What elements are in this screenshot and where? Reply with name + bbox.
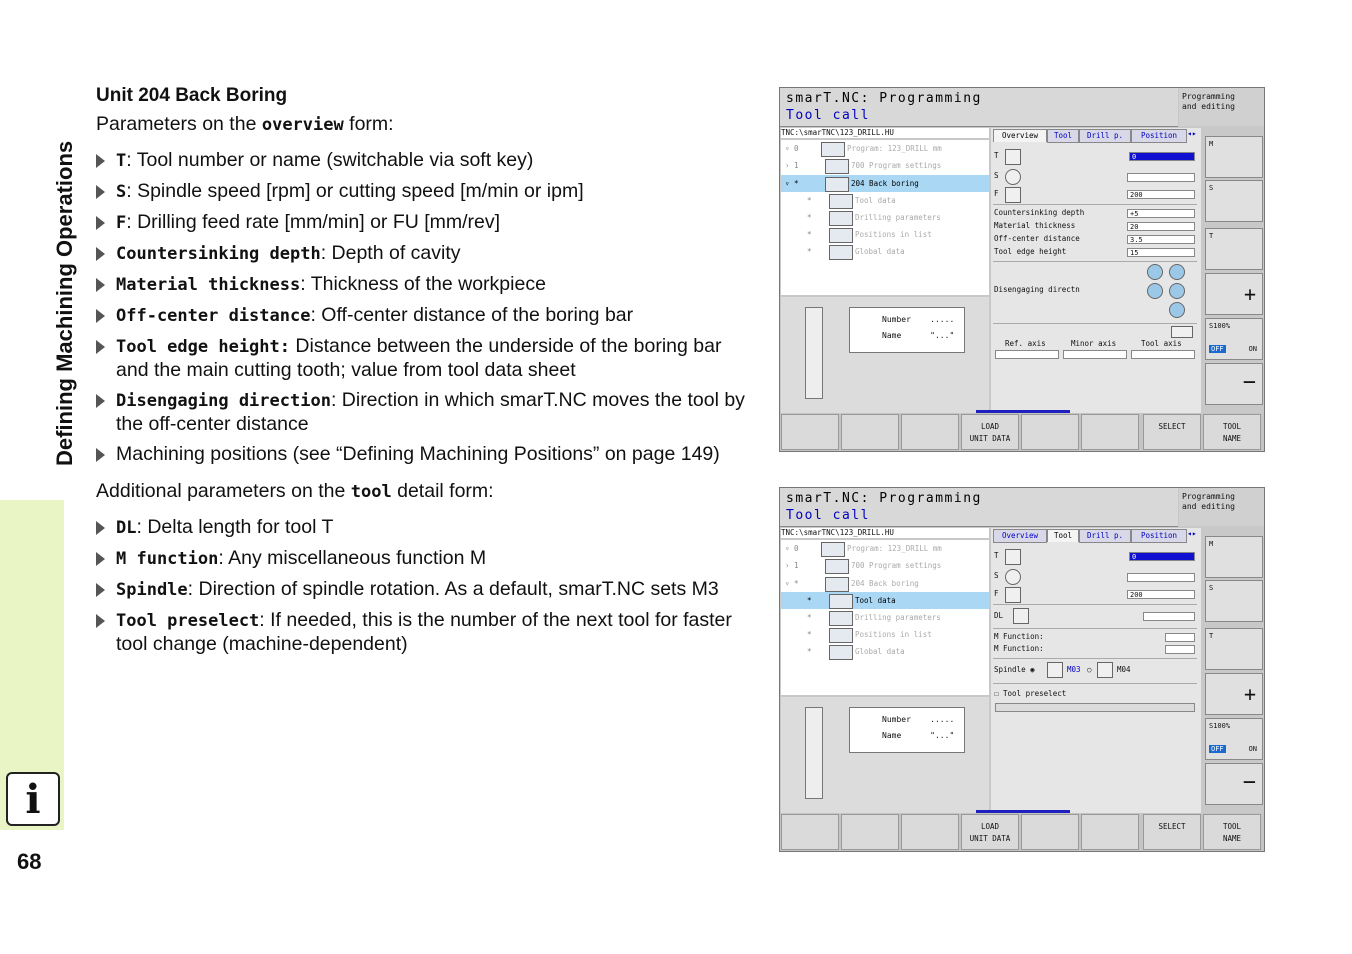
side-tab [0,0,77,954]
mode-indicator: Programming and editing [1179,88,1264,126]
feed-input[interactable]: 200 [1127,190,1195,199]
bullet-arrow-icon [96,394,105,408]
softkey-column [1202,528,1263,813]
tree-item[interactable]: * Tool data [781,192,989,209]
field-label-t: T [994,551,999,560]
tool-axis-input[interactable] [1131,350,1195,359]
bullet-item: Machining positions (see “Defining Machining Positions” on page 149) [96,443,756,466]
boring-bar-icon [805,307,823,399]
page-number: 68 [17,849,42,874]
field-label-s: S [994,171,999,180]
dl-input[interactable] [1143,612,1195,621]
parameter-form [991,128,1201,413]
axis-icon[interactable] [1171,326,1193,338]
screen-header [780,488,1178,527]
label-tool-axis: Tool axis [1141,339,1182,348]
screenshot-overview [779,87,1265,452]
tree-item[interactable]: › 1 700 Program settings [781,557,989,574]
softkey-s[interactable]: S [1205,180,1263,222]
label-m-function-1: M Function: [994,632,1044,641]
bullet-arrow-icon [96,278,105,292]
plus-icon: + [1243,682,1256,706]
label-disengaging: Disengaging directn [994,285,1080,294]
load-unit-data-button[interactable]: LOAD UNIT DATA [961,814,1019,850]
tool-name-button[interactable]: TOOL NAME [1203,814,1261,850]
softkey-empty[interactable] [1081,414,1139,450]
mode-indicator: Programming and editing [1179,488,1264,526]
tab-overview[interactable]: Overview [993,529,1047,543]
tool-icon [829,594,853,609]
tool-table-icon[interactable] [1005,549,1021,565]
bullet-item: S: Spindle speed [rpm] or cutting speed [m/min or ipm] [96,180,756,204]
bullet-item: DL: Delta length for tool T [96,516,756,540]
bullet-arrow-icon [96,552,105,566]
label-countersinking: Countersinking depth [994,208,1085,217]
softkey-override[interactable]: S100% OFF ON [1205,318,1263,360]
file-path: TNC:\smarTNC\123_DRILL.HU [781,528,989,538]
label-ref-axis: Ref. axis [1005,339,1046,348]
softkey-minus[interactable] [1205,763,1263,805]
label-minor-axis: Minor axis [1071,339,1117,348]
softkey-bar [780,813,1264,851]
softkey-empty[interactable] [1081,814,1139,850]
spindle-row: Spindle ◉ [994,665,1035,674]
drill-icon [829,611,853,626]
boring-icon [825,177,849,192]
screen-header [780,88,1178,127]
settings-icon [825,159,849,174]
tree-item[interactable]: * Global data [781,643,989,660]
feed-icon[interactable] [1005,187,1021,203]
overview-parameter-list [96,149,756,466]
settings-icon [825,559,849,574]
softkey-column [1202,128,1263,413]
text-column [96,84,756,670]
m-function-input-1[interactable] [1165,633,1195,642]
additional-text: Additional parameters on the tool detail form: [96,480,494,502]
plus-icon: + [1243,282,1256,306]
bullet-item: Spindle: Direction of spindle rotation. As a default, smarT.NC sets M3 [96,578,756,602]
screen-title: smarT.NC: Programming [786,91,982,106]
tab-scroll-arrows-icon[interactable]: ◂▸ [1187,129,1197,138]
direction-icon[interactable] [1147,264,1163,280]
tool-input[interactable]: 0 [1129,552,1195,561]
bullet-item: Disengaging direction: Direction in which smarT.NC moves the tool by the off-center distance [96,389,756,436]
program-icon [821,142,845,157]
section-heading: Unit 204 Back Boring [96,85,288,106]
field-label-s: S [994,571,999,580]
softkey-empty[interactable] [901,414,959,450]
softkey-empty[interactable] [841,414,899,450]
globe-icon [829,645,853,660]
softkey-t[interactable]: T [1205,628,1263,670]
tool-preselect-row[interactable]: ☐ Tool preselect [994,689,1067,698]
boring-icon [825,577,849,592]
bullet-item: Material thickness: Thickness of the workpiece [96,273,756,297]
program-tree[interactable] [781,140,989,295]
tree-item[interactable]: ▿ 0 Program: 123_DRILL mm [781,540,989,557]
softkey-plus[interactable] [1205,273,1263,315]
softkey-plus[interactable] [1205,673,1263,715]
tree-item[interactable]: * Drilling parameters [781,609,989,626]
m03-option[interactable]: M03 [1067,665,1081,674]
field-label-f: F [994,189,999,198]
field-label-t: T [994,151,999,160]
delta-length-icon[interactable] [1013,608,1029,624]
bullet-item: Countersinking depth: Depth of cavity [96,242,756,266]
feed-icon[interactable] [1005,587,1021,603]
load-unit-data-button[interactable]: LOAD UNIT DATA [961,414,1019,450]
bullet-item: Tool preselect: If needed, this is the number of the next tool for faster tool change (machine-dependent) [96,609,756,656]
softkey-override[interactable]: S100% OFF ON [1205,718,1263,760]
boring-bar-icon [805,707,823,799]
softkey-empty[interactable] [1021,414,1079,450]
tab-scroll-arrows-icon[interactable]: ◂▸ [1187,529,1197,538]
bullet-arrow-icon [96,521,105,535]
positions-icon [829,228,853,243]
bullet-arrow-icon [96,154,105,168]
softkey-bar [780,413,1264,451]
spindle-icon[interactable] [1005,569,1021,585]
bullet-arrow-icon [96,583,105,597]
edge-height-input[interactable]: 15 [1127,248,1195,257]
bullet-item: F: Drilling feed rate [mm/min] or FU [mm/rev] [96,211,756,235]
bullet-arrow-icon [96,614,105,628]
bullet-arrow-icon [96,309,105,323]
tab-tool[interactable]: Tool [1047,529,1079,542]
program-icon [821,542,845,557]
minus-icon: − [1242,770,1256,795]
spindle-cw-icon[interactable] [1047,662,1063,678]
bullet-item: Tool edge height: Distance between the underside of the boring bar and the main cutting tooth; value from tool data sheet [96,335,756,382]
m04-option[interactable]: M04 [1117,665,1131,674]
softkey-m[interactable]: M [1205,536,1263,578]
tool-info-box: Number ..... Name "..." [849,307,965,353]
globe-icon [829,245,853,260]
direction-icon[interactable] [1169,283,1185,299]
screen-subtitle: Tool call [786,108,870,123]
select-button[interactable]: SELECT [1143,814,1201,850]
softkey-m[interactable]: M [1205,136,1263,178]
tool-icon [829,194,853,209]
bullet-arrow-icon [96,216,105,230]
softkey-empty[interactable] [781,814,839,850]
info-icon: i [6,772,60,826]
softkey-empty[interactable] [1021,814,1079,850]
feed-input[interactable]: 200 [1127,590,1195,599]
chapter-title: Defining Machining Operations [52,140,77,466]
tool-info-box: Number ..... Name "..." [849,707,965,753]
m04-radio[interactable]: ○ [1087,665,1092,674]
softkey-minus[interactable] [1205,363,1263,405]
intro-text: Parameters on the overview form: [96,113,394,135]
spindle-icon[interactable] [1005,169,1021,185]
tree-item[interactable]: * Positions in list [781,626,989,643]
tree-item[interactable]: ▿ * 204 Back boring [781,575,989,592]
direction-icon[interactable] [1169,264,1185,280]
bullet-arrow-icon [96,185,105,199]
material-input[interactable]: 20 [1127,222,1195,231]
field-label-f: F [994,589,999,598]
tab-tool[interactable]: Tool [1047,129,1079,143]
spindle-ccw-icon[interactable] [1097,662,1113,678]
tool-preview [781,697,989,813]
tab-drill[interactable]: Drill p. [1079,529,1131,543]
tool-table-icon[interactable] [1005,149,1021,165]
softkey-empty[interactable] [781,414,839,450]
drill-icon [829,211,853,226]
tab-overview[interactable]: Overview [993,129,1047,142]
bullet-arrow-icon [96,247,105,261]
tree-item[interactable]: * Drilling parameters [781,209,989,226]
screen-subtitle: Tool call [786,508,870,523]
minus-icon: − [1242,370,1256,395]
tool-preselect-input[interactable] [995,703,1195,712]
softkey-empty[interactable] [901,814,959,850]
ref-axis-input[interactable] [995,350,1059,359]
program-tree[interactable] [781,540,989,695]
tree-item[interactable]: › 1 700 Program settings [781,157,989,174]
tree-item-selected[interactable]: * Tool data [781,592,989,609]
tool-preview [781,297,989,413]
tab-drill[interactable]: Drill p. [1079,129,1131,143]
softkey-t[interactable]: T [1205,228,1263,270]
minor-axis-input[interactable] [1063,350,1127,359]
softkey-empty[interactable] [841,814,899,850]
offcenter-input[interactable]: 3.5 [1127,235,1195,244]
spindle-input[interactable] [1127,173,1195,182]
positions-icon [829,628,853,643]
select-button[interactable]: SELECT [1143,414,1201,450]
file-path: TNC:\smarTNC\123_DRILL.HU [781,128,989,138]
label-edge-height: Tool edge height [994,247,1067,256]
bullet-item: M function: Any miscellaneous function M [96,547,756,571]
tree-item[interactable]: * Global data [781,243,989,260]
parameter-form [991,528,1201,813]
bullet-item: Off-center distance: Off-center distance of the boring bar [96,304,756,328]
bullet-arrow-icon [96,340,105,354]
screenshot-tool [779,487,1265,852]
countersinking-input[interactable]: +5 [1127,209,1195,218]
m-function-input-2[interactable] [1165,645,1195,654]
direction-icon[interactable] [1147,283,1163,299]
tool-input[interactable]: 0 [1129,152,1195,161]
tool-parameter-list [96,516,756,656]
tree-item[interactable]: * Positions in list [781,226,989,243]
direction-icon[interactable] [1169,302,1185,318]
label-offcenter: Off-center distance [994,234,1080,243]
tab-position[interactable]: Position [1131,529,1187,543]
label-m-function-2: M Function: [994,644,1044,653]
bullet-item: T: Tool number or name (switchable via soft key) [96,149,756,173]
label-material: Material thickness [994,221,1076,230]
tree-item-selected[interactable]: ▿ * 204 Back boring [781,175,989,192]
tree-item[interactable]: ▿ 0 Program: 123_DRILL mm [781,140,989,157]
bullet-arrow-icon [96,448,105,462]
tool-name-button[interactable]: TOOL NAME [1203,414,1261,450]
screen-title: smarT.NC: Programming [786,491,982,506]
spindle-input[interactable] [1127,573,1195,582]
tab-position[interactable]: Position [1131,129,1187,143]
field-label-dl: DL [994,611,1004,620]
softkey-s[interactable]: S [1205,580,1263,622]
